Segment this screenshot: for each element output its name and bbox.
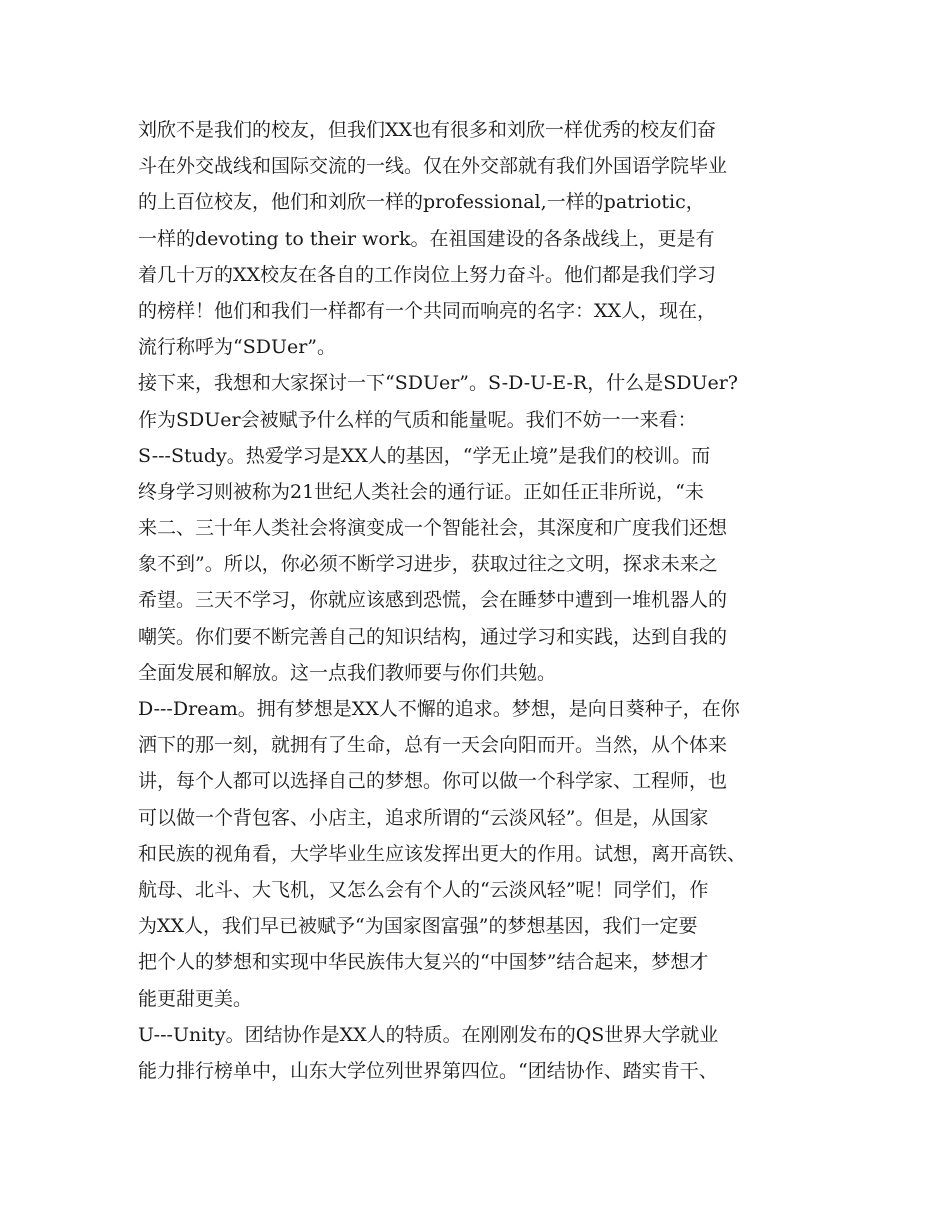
text-line: 的榜样！他们和我们一样都有一个共同而响亮的名字：XX人，现在，: [138, 299, 717, 322]
text-line: 斗在外交战线和国际交流的一线。仅在外交部就有我们外国语学院毕业: [138, 155, 728, 178]
text-line: 航母、北斗、大飞机，又怎么会有个人的“云淡风轻”呢！同学们，作: [138, 878, 709, 901]
text-line: 一样的devoting to their work。在祖国建设的各条战线上，更是有: [138, 227, 715, 250]
text-line: 全面发展和解放。这一点我们教师要与你们共勉。: [138, 661, 557, 684]
text-line: 希望。三天不学习，你就应该感到恐慌，会在睡梦中遭到一堆机器人的: [138, 589, 728, 612]
text-line: 终身学习则被称为21世纪人类社会的通行证。正如任正非所说，“未: [138, 480, 704, 503]
text-line: S---Study。热爱学习是XX人的基因，“学无止境”是我们的校训。而: [138, 444, 711, 467]
text-line: 和民族的视角看，大学毕业生应该发挥出更大的作用。试想，离开高铁、: [138, 842, 747, 865]
text-line: 象不到”。所以，你必须不断学习进步，获取过往之文明，探求未来之: [138, 553, 718, 576]
text-line: 能力排行榜单中，山东大学位列世界第四位。“团结协作、踏实肯干、: [138, 1059, 718, 1082]
text-line: 流行称呼为“SDUer”。: [138, 336, 337, 359]
text-line: 的上百位校友，他们和刘欣一样的professional,一样的patriotic，: [138, 191, 705, 214]
text-line: 接下来，我想和大家探讨一下“SDUer”。S-D-U-E-R，什么是SDUer?: [138, 372, 738, 395]
text-line: 作为SDUer会被赋予什么样的气质和能量呢。我们不妨一一来看：: [138, 408, 697, 431]
text-line: 刘欣不是我们的校友，但我们XX也有很多和刘欣一样优秀的校友们奋: [138, 119, 717, 141]
text-line: 讲，每个人都可以选择自己的梦想。你可以做一个科学家、工程师，也: [138, 770, 728, 793]
text-line: 可以做一个背包客、小店主，追求所谓的“云淡风轻”。但是，从国家: [138, 806, 709, 829]
text-line: 为XX人，我们早已被赋予“为国家图富强”的梦想基因，我们一定要: [138, 915, 698, 938]
text-line: 来二、三十年人类社会将演变成一个智能社会，其深度和广度我们还想: [138, 517, 728, 540]
body-text: [138, 112, 828, 1089]
text-line: 能更甜更美。: [138, 987, 253, 1010]
text-line: 嘲笑。你们要不断完善自己的知识结构，通过学习和实践，达到自我的: [138, 625, 728, 648]
text-line: U---Unity。团结协作是XX人的特质。在刚刚发布的QS世界大学就业: [138, 1023, 719, 1046]
text-line: 洒下的那一刻，就拥有了生命，总有一天会向阳而开。当然，从个体来: [138, 734, 728, 757]
text-line: D---Dream。拥有梦想是XX人不懈的追求。梦想，是向日葵种子，在你: [138, 698, 740, 720]
text-line: 把个人的梦想和实现中华民族伟大复兴的“中国梦”结合起来，梦想才: [138, 951, 709, 974]
text-line: 着几十万的XX校友在各自的工作岗位上努力奋斗。他们都是我们学习: [138, 263, 717, 286]
